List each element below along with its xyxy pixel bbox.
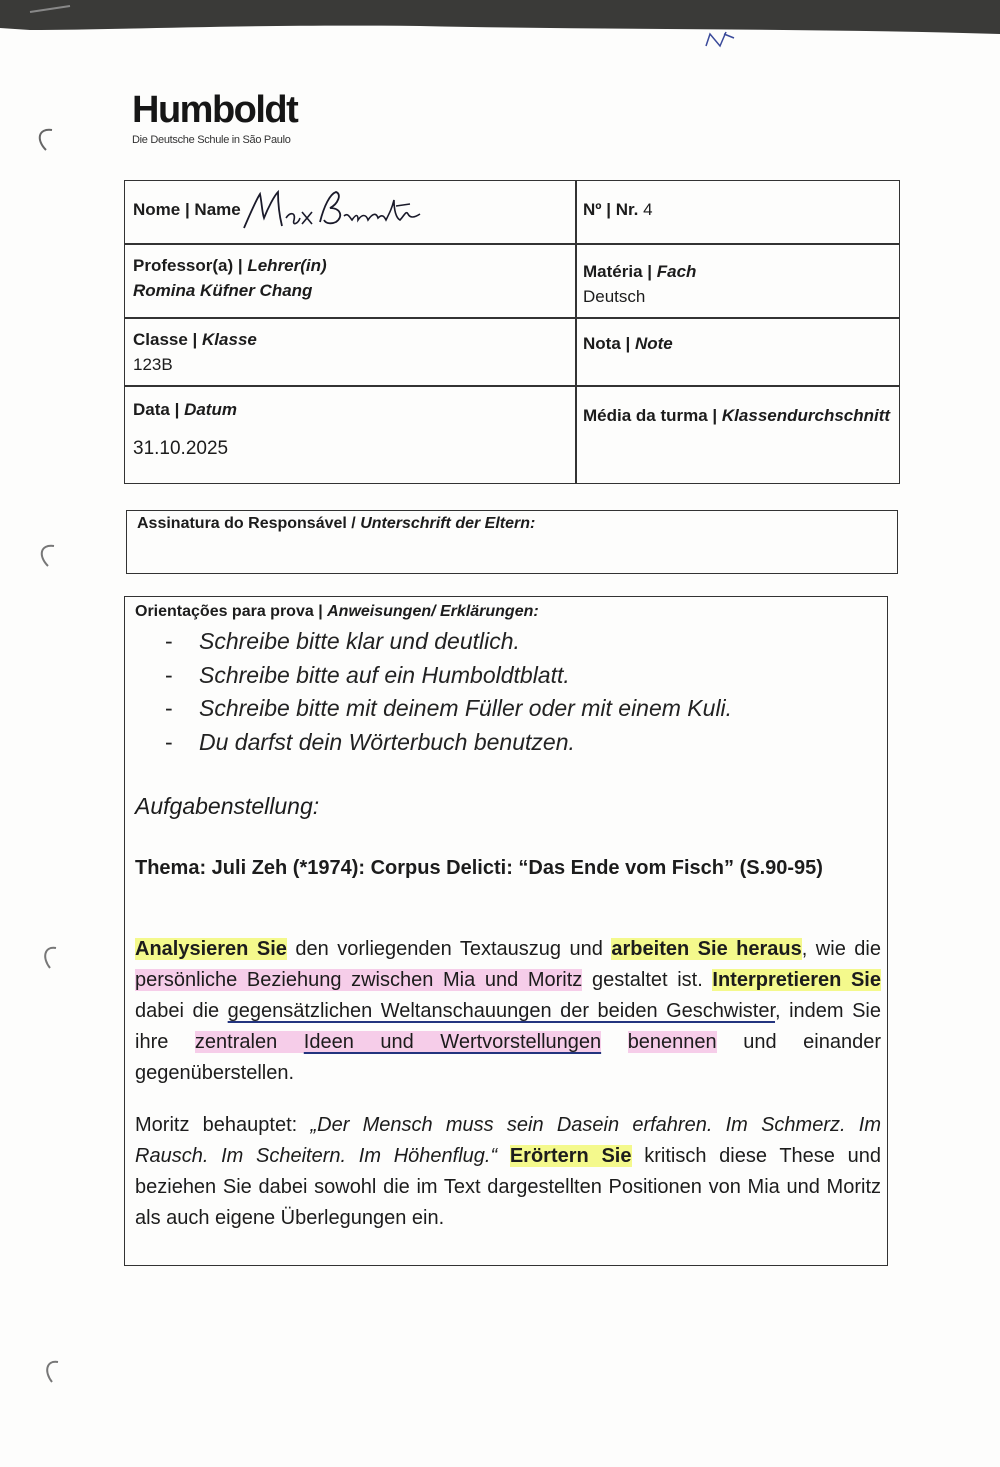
number-label: Nº | Nr. (583, 200, 639, 219)
logo-title: Humboldt (132, 89, 298, 131)
teacher-label: Professor(a) | Lehrer(in) (133, 256, 327, 275)
list-item: - Schreibe bitte mit deinem Füller oder mit einem Kuli. (165, 695, 733, 721)
binder-holes (0, 0, 80, 1467)
teacher-cell[interactable] (133, 253, 327, 303)
name-label: Nome | Name (133, 200, 241, 219)
exam-task-box (124, 596, 888, 1266)
class-average-cell[interactable] (583, 403, 890, 428)
name-cell[interactable] (133, 197, 241, 222)
class-cell[interactable] (133, 327, 257, 377)
class-value: 123B (133, 355, 173, 374)
list-item: - Du darfst dein Wörterbuch benutzen. (165, 728, 575, 755)
class-average-label: Média da turma | Klassendurchschnitt (583, 406, 891, 425)
grade-label: Nota | Note (583, 334, 673, 353)
list-item: - Schreibe bitte auf ein Humboldtblatt. (165, 661, 570, 688)
instructions-label: Orientações para prova | Anweisungen/ Erklärungen: (135, 603, 539, 620)
parent-signature-label: Assinatura do Responsável / Unterschrift der Eltern: (137, 515, 536, 532)
task-paragraph-1: Analysieren Sie den vorliegenden Textauszug und arbeiten Sie heraus, wie die persönliche Beziehung zwischen Mia und Moritz gestaltet ist. Interpretieren Sie dabei die gegensätzlichen Weltanschauungen der beiden Geschwister, indem Sie ihre zentralen Ideen und Wertvorstellungen benennen und einander gegenüberstellen. (135, 938, 882, 1084)
subject-value: Deutsch (583, 287, 646, 306)
subject-label: Matéria | Fach (583, 262, 697, 281)
task-topic: Thema: Juli Zeh (*1974): Corpus Delicti: “Das Ende vom Fisch” (S.90-95) (135, 857, 823, 879)
instructions-list (165, 625, 732, 759)
number-cell[interactable] (583, 197, 653, 222)
handwritten-corner-mark (700, 28, 740, 52)
class-label: Classe | Klasse (133, 330, 257, 349)
list-item: - Schreibe bitte klar und deutlich. (165, 628, 520, 654)
date-label: Data | Datum (133, 400, 237, 419)
handwritten-student-name (240, 188, 430, 234)
task-paragraph-2: Moritz behauptet: „Der Mensch muss sein Dasein erfahren. Im Schmerz. Im Rausch. Im Scheitern. Im Höhenflug.“ Erörtern Sie kritisch diese These und beziehen Sie dabei sowohl die im Text dargestellten Positionen von Mia und Moritz als auch eigene Überlegungen ein. (135, 1114, 882, 1229)
number-value: 4 (643, 200, 653, 219)
parent-signature-box[interactable] (126, 510, 898, 574)
grade-cell[interactable] (583, 331, 673, 356)
logo-subtitle: Die Deutsche Schule in São Paulo (132, 134, 291, 146)
teacher-value: Romina Küfner Chang (133, 281, 313, 300)
date-value: 31.10.2025 (133, 438, 229, 459)
subject-cell[interactable] (583, 259, 696, 309)
scan-edge-shadow (0, 0, 1000, 42)
task-heading: Aufgabenstellung: (135, 793, 320, 819)
school-logo (132, 88, 297, 146)
date-cell[interactable] (133, 397, 237, 461)
